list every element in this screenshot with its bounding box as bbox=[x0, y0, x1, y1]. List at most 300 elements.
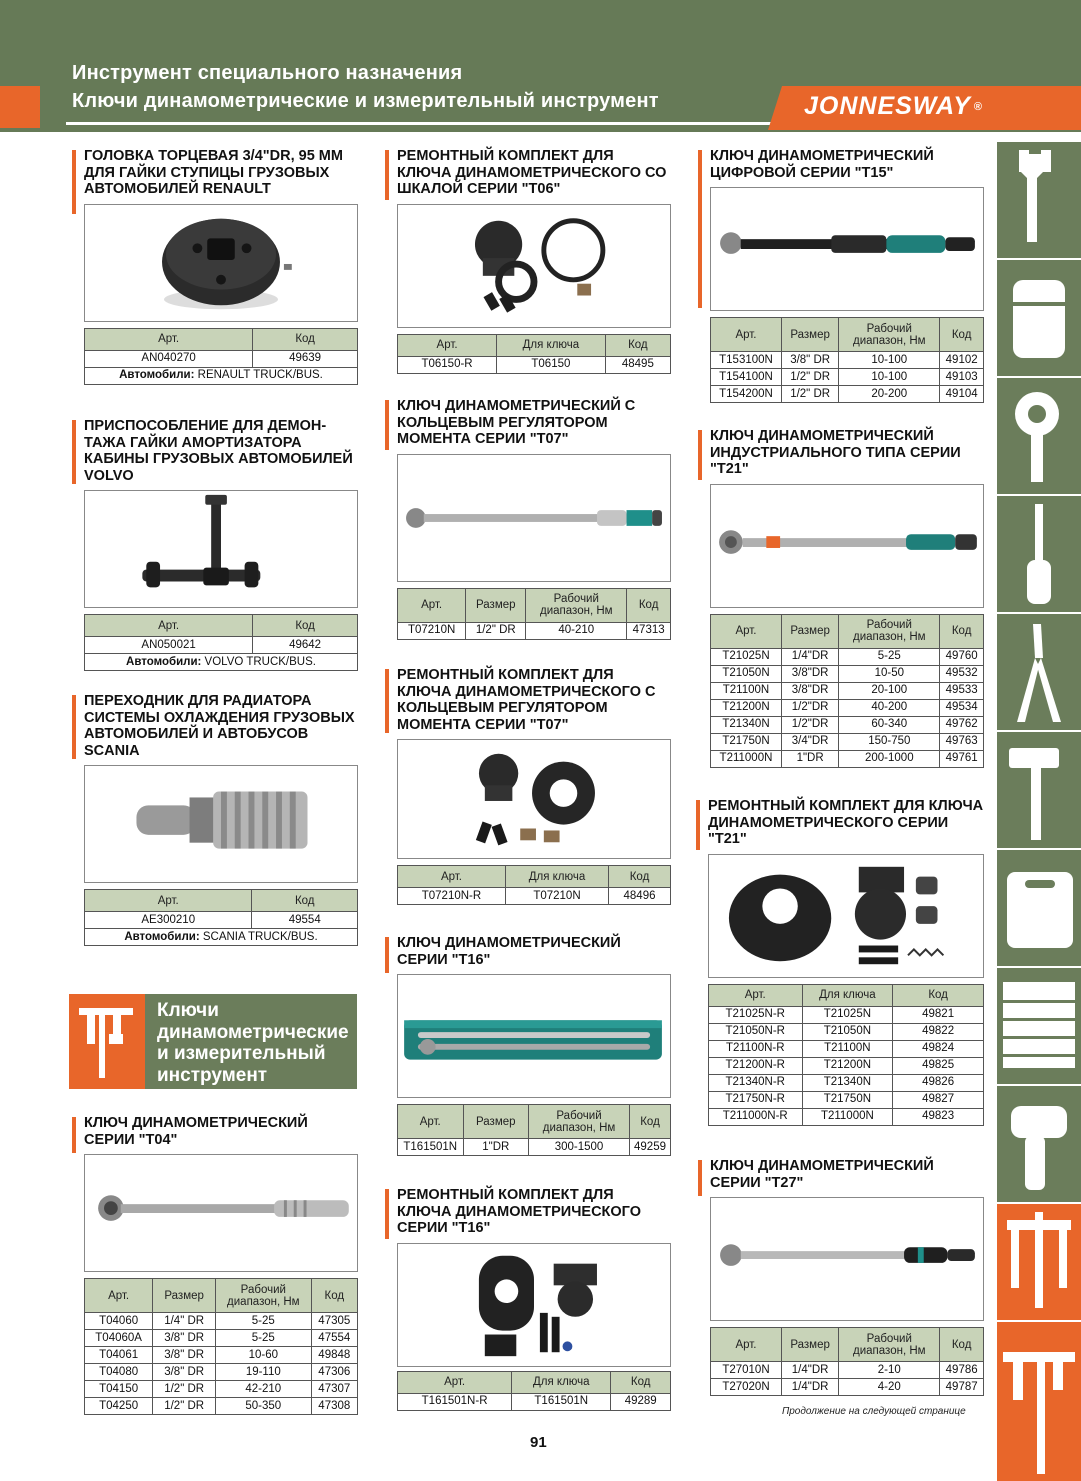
spec-table bbox=[710, 1327, 984, 1396]
table-row bbox=[709, 1040, 984, 1057]
header-title-line2: Ключи динамометрические и измерительный инструмент bbox=[72, 90, 659, 112]
section-t16-wrench bbox=[397, 935, 671, 1156]
table-row bbox=[709, 1006, 984, 1023]
wrench-case-icon bbox=[398, 975, 670, 1097]
cell-code: 49763 bbox=[940, 733, 984, 750]
section-t06-repair-kit bbox=[397, 148, 671, 374]
repair-kit-icon bbox=[398, 205, 670, 327]
torque-wrench-icon bbox=[398, 455, 670, 581]
torque-wrench-icon bbox=[711, 485, 983, 607]
section-title: КЛЮЧ ДИНАМОМЕТРИЧЕСКИЙ СЕРИИ "Т16" bbox=[397, 935, 621, 968]
banner-line: Ключи bbox=[157, 1000, 219, 1021]
section-accent-bar bbox=[385, 400, 389, 450]
table-row bbox=[85, 1381, 358, 1398]
table-row bbox=[398, 1139, 671, 1156]
table-row bbox=[398, 622, 671, 639]
col-header-code: Код bbox=[253, 328, 358, 350]
cell-art: T04060 bbox=[85, 1313, 153, 1330]
spec-table bbox=[708, 984, 984, 1126]
col-header-code: Код bbox=[311, 1279, 357, 1313]
cell-art: T21100N-R bbox=[709, 1040, 803, 1057]
cell-art: T21340N bbox=[711, 716, 782, 733]
col-header-size: Размер bbox=[781, 318, 838, 352]
col-header-art: Арт. bbox=[398, 334, 497, 356]
table-note-row bbox=[85, 367, 358, 384]
table-row bbox=[85, 1347, 358, 1364]
radiator-adapter-icon bbox=[85, 766, 357, 882]
cell-for-wrench: T21750N bbox=[802, 1091, 893, 1108]
section-t04-wrench bbox=[84, 1115, 358, 1415]
cell-code: 49259 bbox=[630, 1139, 671, 1156]
cell-for-wrench: T21340N bbox=[802, 1074, 893, 1091]
section-accent-bar bbox=[696, 800, 700, 850]
section-t07-repair-kit bbox=[397, 667, 671, 905]
table-row bbox=[709, 1057, 984, 1074]
col-header-code: Код bbox=[611, 1371, 671, 1393]
digital-torque-wrench-icon bbox=[711, 188, 983, 310]
col-header-code: Код bbox=[940, 1328, 984, 1362]
banner-line: инструмент bbox=[157, 1064, 268, 1086]
product-image-t07-kit bbox=[397, 739, 671, 859]
col-header-art: Арт. bbox=[85, 615, 253, 637]
cell-range: 5-25 bbox=[216, 1313, 312, 1330]
table-row bbox=[711, 1362, 984, 1379]
col-header-code: Код bbox=[605, 334, 670, 356]
section-t15-digital-wrench bbox=[710, 148, 984, 403]
table-row bbox=[709, 1108, 984, 1125]
section-accent-bar bbox=[72, 695, 76, 759]
cell-code: 49761 bbox=[940, 750, 984, 767]
table-row bbox=[85, 1364, 358, 1381]
category-tile-cases[interactable] bbox=[997, 850, 1081, 966]
table-row bbox=[711, 716, 984, 733]
cell-note bbox=[85, 929, 358, 946]
spec-table bbox=[710, 317, 984, 403]
cell-art: T04150 bbox=[85, 1381, 153, 1398]
cell-code: 49104 bbox=[940, 386, 984, 403]
section-title: КЛЮЧ ДИНАМОМЕТРИЧЕСКИЙ ЦИФРОВОЙ СЕРИИ "Т15" bbox=[710, 148, 934, 181]
cell-note bbox=[85, 654, 358, 671]
col-header-art: Арт. bbox=[709, 984, 803, 1006]
socket-icon bbox=[997, 260, 1081, 376]
cell-range: 5-25 bbox=[839, 648, 940, 665]
spec-table bbox=[397, 865, 671, 905]
section-title: ПЕРЕХОДНИК ДЛЯ РАДИАТОРА СИСТЕМЫ ОХЛАЖДЕНИЯ ГРУЗОВЫХ АВТОМОБИЛЕЙ И АВТОБУСОВ SCANIA bbox=[84, 693, 355, 759]
cell-range: 20-200 bbox=[839, 386, 940, 403]
product-image-t16-kit bbox=[397, 1243, 671, 1367]
cell-for-wrench: T21025N bbox=[802, 1006, 893, 1023]
col-header-art: Арт. bbox=[711, 1328, 782, 1362]
banner-line: динамометрические bbox=[157, 1021, 349, 1043]
tool-case-icon bbox=[997, 850, 1081, 966]
table-row bbox=[709, 1074, 984, 1091]
cell-code: 49533 bbox=[940, 682, 984, 699]
cell-code: 49554 bbox=[252, 912, 358, 929]
cell-art: T04250 bbox=[85, 1398, 153, 1415]
col-header-code: Код bbox=[609, 866, 671, 888]
category-tile-ratchets[interactable] bbox=[997, 378, 1081, 494]
col-header-art: Арт. bbox=[85, 890, 252, 912]
cell-art: T21750N-R bbox=[709, 1091, 803, 1108]
cell-art: T21750N bbox=[711, 733, 782, 750]
cell-art: T21200N bbox=[711, 699, 782, 716]
hammer-icon bbox=[997, 732, 1081, 848]
product-image-t16 bbox=[397, 974, 671, 1098]
section-t16-repair-kit bbox=[397, 1187, 671, 1411]
col-header-range: Рабочий диапазон, Нм bbox=[839, 1328, 940, 1362]
section-title: КЛЮЧ ДИНАМОМЕТРИЧЕСКИЙ СЕРИИ "Т04" bbox=[84, 1115, 308, 1148]
screwdriver-icon bbox=[997, 496, 1081, 612]
col-header-range: Рабочий диапазон, Нм bbox=[839, 614, 940, 648]
puller-icon bbox=[997, 1204, 1081, 1320]
note-label: Автомобили: bbox=[124, 930, 200, 943]
t-handle-tool-icon bbox=[85, 491, 357, 607]
cell-range: 40-200 bbox=[839, 699, 940, 716]
category-tile-pneumatic[interactable] bbox=[997, 1086, 1081, 1202]
col-header-code: Код bbox=[627, 588, 671, 622]
cell-code: 49824 bbox=[893, 1040, 984, 1057]
cell-art: T04080 bbox=[85, 1364, 153, 1381]
section-volvo-tool bbox=[84, 418, 358, 671]
note-value: RENAULT TRUCK/BUS. bbox=[194, 369, 323, 381]
table-row bbox=[711, 665, 984, 682]
note-label: Автомобили: bbox=[126, 655, 202, 668]
cell-art: T211000N bbox=[711, 750, 782, 767]
note-value: SCANIA TRUCK/BUS. bbox=[199, 930, 318, 943]
category-tile-measuring[interactable] bbox=[997, 1322, 1081, 1481]
product-image-adapter bbox=[84, 765, 358, 883]
repair-kit-icon bbox=[398, 740, 670, 858]
cell-range: 5-25 bbox=[216, 1330, 312, 1347]
cell-range: 20-100 bbox=[839, 682, 940, 699]
section-accent-bar bbox=[72, 420, 76, 484]
col-header-art: Арт. bbox=[398, 588, 466, 622]
cell-art: T04060A bbox=[85, 1330, 153, 1347]
ratchet-icon bbox=[997, 378, 1081, 494]
cell-range: 60-340 bbox=[839, 716, 940, 733]
product-image-socket bbox=[84, 204, 358, 322]
category-tile-hammers[interactable] bbox=[997, 732, 1081, 848]
section-title: ГОЛОВКА ТОРЦЕВАЯ 3/4"DR, 95 ММ ДЛЯ ГАЙКИ СТУПИЦЫ ГРУЗОВЫХ АВТОМОБИЛЕЙ RENAULT bbox=[84, 148, 343, 197]
table-row bbox=[85, 637, 358, 654]
table-note-row bbox=[85, 654, 358, 671]
cell-size: 1"DR bbox=[463, 1139, 529, 1156]
table-row bbox=[398, 356, 671, 373]
section-accent-bar bbox=[385, 150, 389, 200]
cell-size: 1/2" DR bbox=[781, 386, 838, 403]
cell-art: T27010N bbox=[711, 1362, 782, 1379]
col-header-art: Арт. bbox=[398, 1371, 512, 1393]
brand-logo bbox=[804, 92, 983, 121]
col-header-size: Размер bbox=[153, 1279, 216, 1313]
cell-code: 49827 bbox=[893, 1091, 984, 1108]
spec-table bbox=[84, 328, 358, 385]
socket-icon bbox=[85, 205, 357, 321]
section-accent-bar bbox=[72, 150, 76, 214]
product-image-volvo-tool bbox=[84, 490, 358, 608]
section-accent-bar bbox=[698, 430, 702, 480]
cell-art: T21100N bbox=[711, 682, 782, 699]
cell-code: 49787 bbox=[940, 1379, 984, 1396]
cell-code: 49822 bbox=[893, 1023, 984, 1040]
category-tile-cabinets[interactable] bbox=[997, 968, 1081, 1084]
col-header-size: Размер bbox=[781, 614, 838, 648]
cell-size: 3/8" DR bbox=[153, 1330, 216, 1347]
section-title: ПРИСПОСОБЛЕНИЕ ДЛЯ ДЕМОН-ТАЖА ГАЙКИ АМОРТИЗАТОРА КАБИНЫ ГРУЗОВЫХ АВТОМОБИЛЕЙ VOLVO bbox=[84, 418, 353, 484]
cell-code: 49848 bbox=[311, 1347, 357, 1364]
caliper-icon bbox=[69, 994, 145, 1089]
table-row bbox=[85, 912, 358, 929]
header-accent-strip bbox=[0, 86, 40, 128]
cell-art: T211000N-R bbox=[709, 1108, 803, 1125]
product-image-t27 bbox=[710, 1197, 984, 1321]
cell-for-wrench: T161501N bbox=[512, 1393, 611, 1410]
cell-size: 1/4"DR bbox=[781, 1379, 838, 1396]
table-row bbox=[711, 369, 984, 386]
table-row bbox=[398, 1393, 671, 1410]
product-image-t15 bbox=[710, 187, 984, 311]
category-icon-strip bbox=[997, 142, 1081, 1481]
cell-art: T06150-R bbox=[398, 356, 497, 373]
col-header-art: Арт. bbox=[711, 318, 782, 352]
cell-range: 150-750 bbox=[839, 733, 940, 750]
section-title: КЛЮЧ ДИНАМОМЕТРИЧЕСКИЙ СЕРИИ "Т27" bbox=[710, 1158, 934, 1191]
cell-size: 3/4"DR bbox=[781, 733, 838, 750]
table-row bbox=[711, 750, 984, 767]
col-header-code: Код bbox=[940, 318, 984, 352]
cell-art: T154200N bbox=[711, 386, 782, 403]
cell-range: 10-60 bbox=[216, 1347, 312, 1364]
cell-art: T154100N bbox=[711, 369, 782, 386]
col-header-art: Арт. bbox=[711, 614, 782, 648]
col-header-for-wrench: Для ключа bbox=[505, 866, 608, 888]
cell-code: 49534 bbox=[940, 699, 984, 716]
table-row bbox=[711, 1379, 984, 1396]
table-row bbox=[711, 648, 984, 665]
col-header-size: Размер bbox=[463, 1105, 529, 1139]
cell-code: 47308 bbox=[311, 1398, 357, 1415]
cell-size: 3/8" DR bbox=[781, 352, 838, 369]
col-header-size: Размер bbox=[781, 1328, 838, 1362]
category-tile-pliers[interactable] bbox=[997, 614, 1081, 730]
section-title: РЕМОНТНЫЙ КОМПЛЕКТ ДЛЯ КЛЮЧА ДИНАМОМЕТРИЧЕСКОГО СО ШКАЛОЙ СЕРИИ "Т06" bbox=[397, 148, 667, 197]
torque-wrench-icon bbox=[711, 1198, 983, 1320]
page-header bbox=[0, 0, 1081, 132]
cell-range: 42-210 bbox=[216, 1381, 312, 1398]
tool-cabinet-icon bbox=[997, 968, 1081, 1084]
cell-code: 47554 bbox=[311, 1330, 357, 1347]
brand-name: JONNESWAY bbox=[804, 92, 971, 120]
spec-table bbox=[397, 588, 671, 640]
cell-size: 3/8" DR bbox=[153, 1364, 216, 1381]
section-title: КЛЮЧ ДИНАМОМЕТРИЧЕСКИЙ ИНДУСТРИАЛЬНОГО ТИПА СЕРИИ "Т21" bbox=[710, 428, 961, 477]
table-row bbox=[709, 1023, 984, 1040]
cell-art: T21050N bbox=[711, 665, 782, 682]
cell-art: T21340N-R bbox=[709, 1074, 803, 1091]
col-header-range: Рабочий диапазон, Нм bbox=[529, 1105, 630, 1139]
spec-table bbox=[397, 334, 671, 374]
cell-size: 1/2" DR bbox=[466, 622, 526, 639]
col-header-code: Код bbox=[252, 890, 358, 912]
cell-code: 47306 bbox=[311, 1364, 357, 1381]
section-accent-bar bbox=[698, 150, 702, 308]
product-image-t07 bbox=[397, 454, 671, 582]
cell-art: T21050N-R bbox=[709, 1023, 803, 1040]
cell-range: 2-10 bbox=[839, 1362, 940, 1379]
cell-code: 49826 bbox=[893, 1074, 984, 1091]
section-t21-repair-kit bbox=[708, 798, 984, 1126]
table-row bbox=[711, 733, 984, 750]
col-header-range: Рабочий диапазон, Нм bbox=[839, 318, 940, 352]
table-note-row bbox=[85, 929, 358, 946]
table-row bbox=[85, 1330, 358, 1347]
cell-code: 48495 bbox=[605, 356, 670, 373]
cell-range: 50-350 bbox=[216, 1398, 312, 1415]
cell-for-wrench: T21050N bbox=[802, 1023, 893, 1040]
cell-art: T153100N bbox=[711, 352, 782, 369]
cell-art: AN040270 bbox=[85, 350, 253, 367]
cell-code: 49103 bbox=[940, 369, 984, 386]
table-row bbox=[85, 350, 358, 367]
col-header-range: Рабочий диапазон, Нм bbox=[526, 588, 627, 622]
cell-range: 4-20 bbox=[839, 1379, 940, 1396]
cell-code: 49762 bbox=[940, 716, 984, 733]
cell-code: 49823 bbox=[893, 1108, 984, 1125]
cell-range: 200-1000 bbox=[839, 750, 940, 767]
section-title: РЕМОНТНЫЙ КОМПЛЕКТ ДЛЯ КЛЮЧА ДИНАМОМЕТРИЧЕСКОГО СЕРИИ "Т16" bbox=[397, 1187, 641, 1236]
cell-code: 47307 bbox=[311, 1381, 357, 1398]
spec-table bbox=[397, 1104, 671, 1156]
col-header-code: Код bbox=[893, 984, 984, 1006]
cell-code: 49102 bbox=[940, 352, 984, 369]
col-header-size: Размер bbox=[466, 588, 526, 622]
cell-code: 49760 bbox=[940, 648, 984, 665]
spec-table bbox=[710, 614, 984, 768]
col-header-art: Арт. bbox=[398, 866, 506, 888]
note-label: Автомобили: bbox=[119, 369, 195, 381]
category-tile-wrenches[interactable] bbox=[997, 142, 1081, 258]
page-number: 91 bbox=[530, 1434, 547, 1451]
col-header-art: Арт. bbox=[85, 328, 253, 350]
table-row bbox=[711, 352, 984, 369]
category-tile-special-tools[interactable] bbox=[997, 1204, 1081, 1320]
section-t27-wrench bbox=[710, 1158, 984, 1396]
cell-art: T21025N-R bbox=[709, 1006, 803, 1023]
product-image-t04 bbox=[84, 1154, 358, 1272]
section-accent-bar bbox=[698, 1160, 702, 1196]
impact-gun-icon bbox=[997, 1086, 1081, 1202]
cell-range: 10-100 bbox=[839, 369, 940, 386]
product-image-t21 bbox=[710, 484, 984, 608]
cell-size: 1/2" DR bbox=[781, 369, 838, 386]
cell-size: 3/8" DR bbox=[153, 1347, 216, 1364]
cell-range: 300-1500 bbox=[529, 1139, 630, 1156]
pliers-icon bbox=[997, 614, 1081, 730]
table-row bbox=[709, 1091, 984, 1108]
category-banner bbox=[69, 994, 357, 1089]
section-t07-wrench bbox=[397, 398, 671, 640]
table-row bbox=[711, 682, 984, 699]
section-accent-bar bbox=[385, 937, 389, 973]
table-row bbox=[711, 386, 984, 403]
col-header-range: Рабочий диапазон, Нм bbox=[216, 1279, 312, 1313]
col-header-for-wrench: Для ключа bbox=[497, 334, 606, 356]
cell-art: T161501N-R bbox=[398, 1393, 512, 1410]
cell-size: 1/2" DR bbox=[153, 1398, 216, 1415]
cell-size: 1/2"DR bbox=[781, 716, 838, 733]
cell-for-wrench: T21100N bbox=[802, 1040, 893, 1057]
section-title: РЕМОНТНЫЙ КОМПЛЕКТ ДЛЯ КЛЮЧА ДИНАМОМЕТРИЧЕСКОГО СЕРИИ "Т21" bbox=[708, 798, 984, 847]
table-row bbox=[711, 699, 984, 716]
cell-size: 3/8"DR bbox=[781, 682, 838, 699]
product-image-t06-kit bbox=[397, 204, 671, 328]
banner-line: и измерительный bbox=[157, 1043, 326, 1064]
cell-art: T161501N bbox=[398, 1139, 464, 1156]
section-t21-wrench bbox=[710, 428, 984, 768]
torque-wrench-icon bbox=[85, 1155, 357, 1271]
cell-code: 49289 bbox=[611, 1393, 671, 1410]
cell-art: AN050021 bbox=[85, 637, 253, 654]
cell-for-wrench: T06150 bbox=[497, 356, 606, 373]
cell-art: T07210N bbox=[398, 622, 466, 639]
cell-code: 49639 bbox=[253, 350, 358, 367]
spec-table bbox=[84, 889, 358, 946]
category-tile-sockets[interactable] bbox=[997, 260, 1081, 376]
cell-size: 1/2" DR bbox=[153, 1381, 216, 1398]
cell-for-wrench: T07210N bbox=[505, 888, 608, 905]
cell-art: T21200N-R bbox=[709, 1057, 803, 1074]
cell-for-wrench: T21200N bbox=[802, 1057, 893, 1074]
caliper-icon bbox=[997, 1322, 1081, 1481]
cell-for-wrench: T211000N bbox=[802, 1108, 893, 1125]
cell-code: 47313 bbox=[627, 622, 671, 639]
section-accent-bar bbox=[72, 1117, 76, 1153]
spec-table bbox=[84, 614, 358, 671]
section-title: КЛЮЧ ДИНАМОМЕТРИЧЕСКИЙ С КОЛЬЦЕВЫМ РЕГУЛЯТОРОМ МОМЕНТА СЕРИИ "Т07" bbox=[397, 398, 636, 447]
col-header-code: Код bbox=[940, 614, 984, 648]
cell-code: 49821 bbox=[893, 1006, 984, 1023]
cell-range: 10-100 bbox=[839, 352, 940, 369]
product-image-t21-kit bbox=[708, 854, 984, 978]
section-accent-bar bbox=[385, 669, 389, 733]
cell-code: 49532 bbox=[940, 665, 984, 682]
cell-art: T21025N bbox=[711, 648, 782, 665]
cell-code: 47305 bbox=[311, 1313, 357, 1330]
cell-code: 48496 bbox=[609, 888, 671, 905]
repair-kit-icon bbox=[709, 855, 983, 977]
table-row bbox=[398, 888, 671, 905]
category-tile-screwdrivers[interactable] bbox=[997, 496, 1081, 612]
note-value: VOLVO TRUCK/BUS. bbox=[201, 655, 316, 668]
section-scania-adapter bbox=[84, 693, 358, 946]
section-accent-bar bbox=[385, 1189, 389, 1239]
wrench-icon bbox=[997, 142, 1081, 258]
cell-range: 19-110 bbox=[216, 1364, 312, 1381]
cell-note bbox=[85, 367, 358, 384]
cell-art: T27020N bbox=[711, 1379, 782, 1396]
section-title: РЕМОНТНЫЙ КОМПЛЕКТ ДЛЯ КЛЮЧА ДИНАМОМЕТРИЧЕСКОГО С КОЛЬЦЕВЫМ РЕГУЛЯТОРОМ МОМЕНТА СЕРИИ "Т07" bbox=[397, 667, 656, 733]
brand-registered-mark: ® bbox=[973, 101, 984, 114]
cell-art: AE300210 bbox=[85, 912, 252, 929]
section-renault-socket bbox=[84, 148, 358, 385]
cell-art: T04061 bbox=[85, 1347, 153, 1364]
continued-note: Продолжение на следующей странице bbox=[782, 1406, 966, 1417]
cell-range: 40-210 bbox=[526, 622, 627, 639]
spec-table bbox=[397, 1371, 671, 1411]
cell-size: 1/4" DR bbox=[153, 1313, 216, 1330]
col-header-art: Арт. bbox=[85, 1279, 153, 1313]
cell-size: 3/8"DR bbox=[781, 665, 838, 682]
